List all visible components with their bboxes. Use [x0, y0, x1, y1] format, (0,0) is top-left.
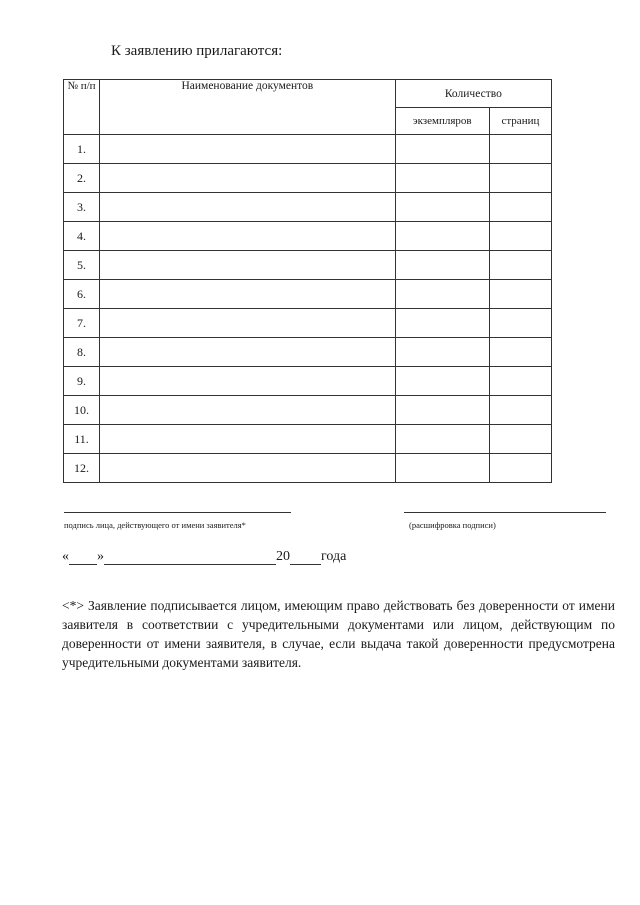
- document-name-cell[interactable]: [100, 251, 396, 280]
- attachments-table: [63, 79, 552, 483]
- document-name-cell[interactable]: [100, 193, 396, 222]
- table-row: [64, 425, 552, 454]
- copies-cell[interactable]: [395, 251, 489, 280]
- table-row: [64, 280, 552, 309]
- pages-cell[interactable]: [489, 251, 551, 280]
- document-name-cell[interactable]: [100, 454, 396, 483]
- table-row: [64, 454, 552, 483]
- pages-cell[interactable]: [489, 135, 551, 164]
- document-name-cell[interactable]: [100, 396, 396, 425]
- table-row: [64, 251, 552, 280]
- pages-cell[interactable]: [489, 193, 551, 222]
- row-number: 9.: [64, 367, 100, 396]
- copies-cell[interactable]: [395, 425, 489, 454]
- signature-caption: подпись лица, действующего от имени заявителя*: [64, 520, 246, 530]
- header-copies: экземпляров: [395, 108, 489, 135]
- row-number: 1.: [64, 135, 100, 164]
- document-name-cell[interactable]: [100, 425, 396, 454]
- close-quote: »: [97, 549, 104, 564]
- header-quantity: Количество: [395, 80, 551, 108]
- pages-cell[interactable]: [489, 338, 551, 367]
- copies-cell[interactable]: [395, 338, 489, 367]
- attachments-heading: К заявлению прилагаются:: [111, 43, 283, 59]
- pages-cell[interactable]: [489, 454, 551, 483]
- header-number: № п/п: [64, 80, 100, 135]
- table-row: [64, 222, 552, 251]
- date-line: [62, 549, 346, 565]
- pages-cell[interactable]: [489, 280, 551, 309]
- month-blank[interactable]: [104, 550, 276, 565]
- pages-cell[interactable]: [489, 396, 551, 425]
- header-document-name: Наименование документов: [100, 80, 396, 135]
- pages-cell[interactable]: [489, 425, 551, 454]
- footnote: <*> Заявление подписывается лицом, имеющим право действовать без доверенности от имени заявителя в соответствии с учредительными документами или лицом, действующим по доверенности от имени заявителя, в случае, если выдача такой доверенности предусмотрена учредительными документами заявителя.: [62, 598, 615, 670]
- table-row: [64, 396, 552, 425]
- row-number: 4.: [64, 222, 100, 251]
- document-name-cell[interactable]: [100, 222, 396, 251]
- document-name-cell[interactable]: [100, 280, 396, 309]
- pages-cell[interactable]: [489, 367, 551, 396]
- document-name-cell[interactable]: [100, 338, 396, 367]
- year-prefix: 20: [276, 549, 290, 564]
- year-suffix: года: [321, 549, 347, 564]
- pages-cell[interactable]: [489, 309, 551, 338]
- signature-line[interactable]: [64, 512, 291, 513]
- row-number: 6.: [64, 280, 100, 309]
- table-row: [64, 338, 552, 367]
- row-number: 10.: [64, 396, 100, 425]
- copies-cell[interactable]: [395, 135, 489, 164]
- copies-cell[interactable]: [395, 367, 489, 396]
- document-name-cell[interactable]: [100, 135, 396, 164]
- table-row: [64, 135, 552, 164]
- copies-cell[interactable]: [395, 454, 489, 483]
- row-number: 2.: [64, 164, 100, 193]
- row-number: 8.: [64, 338, 100, 367]
- document-name-cell[interactable]: [100, 367, 396, 396]
- header-pages: страниц: [489, 108, 551, 135]
- row-number: 11.: [64, 425, 100, 454]
- row-number: 5.: [64, 251, 100, 280]
- signature-transcript-caption: (расшифровка подписи): [409, 520, 496, 530]
- signature-transcript-line[interactable]: [404, 512, 606, 513]
- copies-cell[interactable]: [395, 309, 489, 338]
- pages-cell[interactable]: [489, 164, 551, 193]
- row-number: 7.: [64, 309, 100, 338]
- document-name-cell[interactable]: [100, 309, 396, 338]
- table-row: [64, 367, 552, 396]
- open-quote: «: [62, 549, 69, 564]
- table-row: [64, 309, 552, 338]
- copies-cell[interactable]: [395, 193, 489, 222]
- row-number: 3.: [64, 193, 100, 222]
- copies-cell[interactable]: [395, 280, 489, 309]
- row-number: 12.: [64, 454, 100, 483]
- table-row: [64, 164, 552, 193]
- copies-cell[interactable]: [395, 164, 489, 193]
- table-row: [64, 193, 552, 222]
- pages-cell[interactable]: [489, 222, 551, 251]
- year-blank[interactable]: [290, 550, 321, 565]
- document-name-cell[interactable]: [100, 164, 396, 193]
- copies-cell[interactable]: [395, 396, 489, 425]
- copies-cell[interactable]: [395, 222, 489, 251]
- day-blank[interactable]: [69, 550, 97, 565]
